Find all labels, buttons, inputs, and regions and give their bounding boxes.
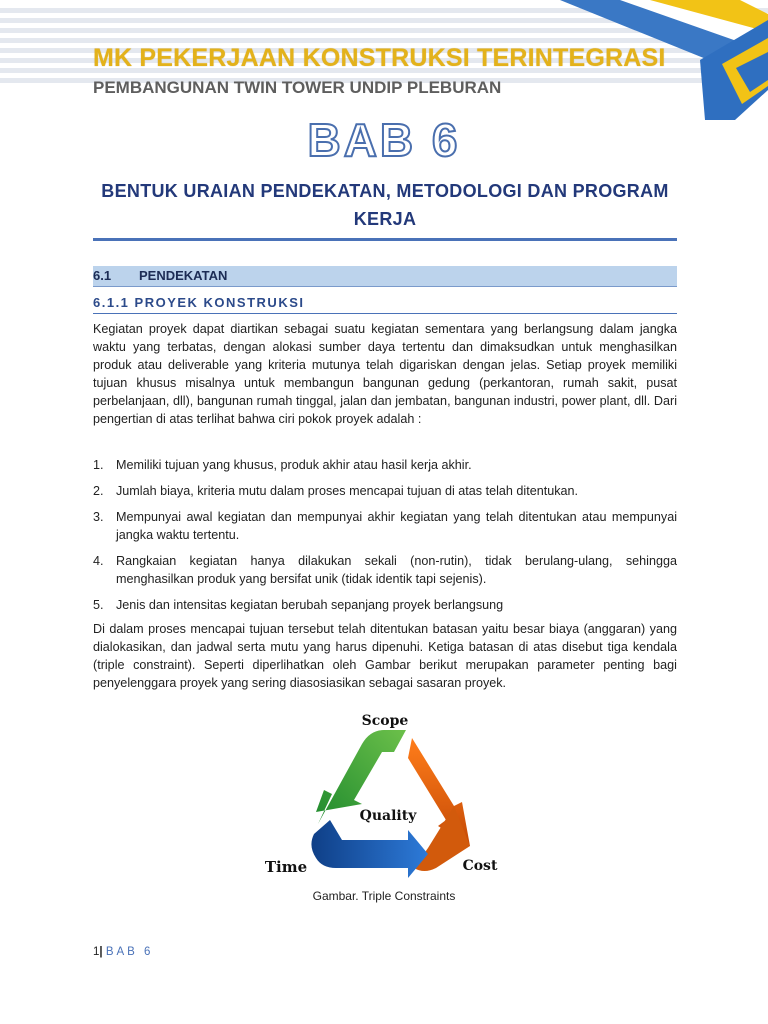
list-item-number: 4. xyxy=(93,554,104,568)
paragraph-constraints: Di dalam proses mencapai tujuan tersebut telah ditentukan batasan yaitu besar biaya (anggaran) yang dialokasikan, dan jadwal serta mutu yang harus dipenuhi. Ketiga batasan di atas disebut tiga kendala (triple constraint). Seperti diperlihatkan oleh Gambar berikut merupakan parameter penting bagi penyelenggara proyek yang sering diasosiasikan sebagai sasaran proyek. xyxy=(93,622,677,690)
characteristics-list xyxy=(93,456,677,622)
footer-chapter-label: BAB 6 xyxy=(105,946,154,958)
subsection-heading: 6.1.1 PROYEK KONSTRUKSI xyxy=(93,293,677,314)
list-item-number: 5. xyxy=(93,598,104,612)
footer-separator: | xyxy=(99,946,103,958)
section-number: 6.1 xyxy=(93,268,112,283)
heading-divider xyxy=(93,238,677,241)
list-item-text: Rangkaian kegiatan hanya dilakukan sekali (non-rutin), tidak berulang-ulang, sehingga menghasilkan produk yang bersifat unik (tidak identik tapi sejenis). xyxy=(116,554,677,586)
list-item-text: Jumlah biaya, kriteria mutu dalam proses mencapai tujuan di atas telah ditentukan. xyxy=(116,484,579,498)
list-item xyxy=(93,482,677,500)
document-title: MK PEKERJAAN KONSTRUKSI TERINTEGRASI xyxy=(93,44,666,72)
list-item xyxy=(93,552,677,588)
time-label: Time xyxy=(264,858,308,876)
list-item xyxy=(93,456,677,474)
quality-label: Quality xyxy=(359,808,417,824)
document-subtitle: PEMBANGUNAN TWIN TOWER UNDIP PLEBURAN xyxy=(93,78,502,97)
page-number: 1 xyxy=(93,946,100,958)
chapter-heading-line2: KERJA xyxy=(353,209,417,229)
section-title: PENDEKATAN xyxy=(139,268,228,283)
list-item-text: Memiliki tujuan yang khusus, produk akhir atau hasil kerja akhir. xyxy=(116,458,472,472)
list-item-text: Jenis dan intensitas kegiatan berubah sepanjang proyek berlangsung xyxy=(116,598,504,612)
list-item-number: 1. xyxy=(93,458,104,472)
cost-label: Cost xyxy=(462,858,498,874)
list-item xyxy=(93,596,677,614)
scope-label: Scope xyxy=(361,713,409,729)
paragraph-intro: Kegiatan proyek dapat diartikan sebagai suatu kegiatan sementara yang berlangsung dalam jangka waktu yang terbatas, dengan alokasi sumber daya tertentu dan dimaksudkan untuk menghasilkan produk atau deliverable yang kriteria mutunya telah digariskan dengan jelas. Setiap proyek memiliki tujuan khusus misalnya untuk membangun bangunan gedung (perkantoran, rumah sakit, pusat perbelanjaan, dll), bangunan rumah tinggal, jalan dan jembatan, bangunan industri, power plant, dll. Dari pengertian di atas terlihat bahwa ciri pokok proyek adalah : xyxy=(93,322,677,426)
page-footer xyxy=(93,946,153,958)
time-arrow-blue xyxy=(311,820,428,878)
list-item xyxy=(93,508,677,544)
figure-caption: Gambar. Triple Constraints xyxy=(312,889,456,903)
list-item-number: 2. xyxy=(93,484,104,498)
list-item-number: 3. xyxy=(93,510,104,524)
chapter-label: BAB 6 xyxy=(307,114,461,166)
chapter-heading-line1: BENTUK URAIAN PENDEKATAN, METODOLOGI DAN PROGRAM xyxy=(101,181,669,201)
section-heading xyxy=(93,266,677,287)
chapter-heading xyxy=(93,177,677,233)
list-item-text: Mempunyai awal kegiatan dan mempunyai akhir kegiatan yang telah ditentukan atau mempunyai jangka waktu tertentu. xyxy=(116,510,677,542)
triple-constraints-diagram xyxy=(258,708,518,888)
